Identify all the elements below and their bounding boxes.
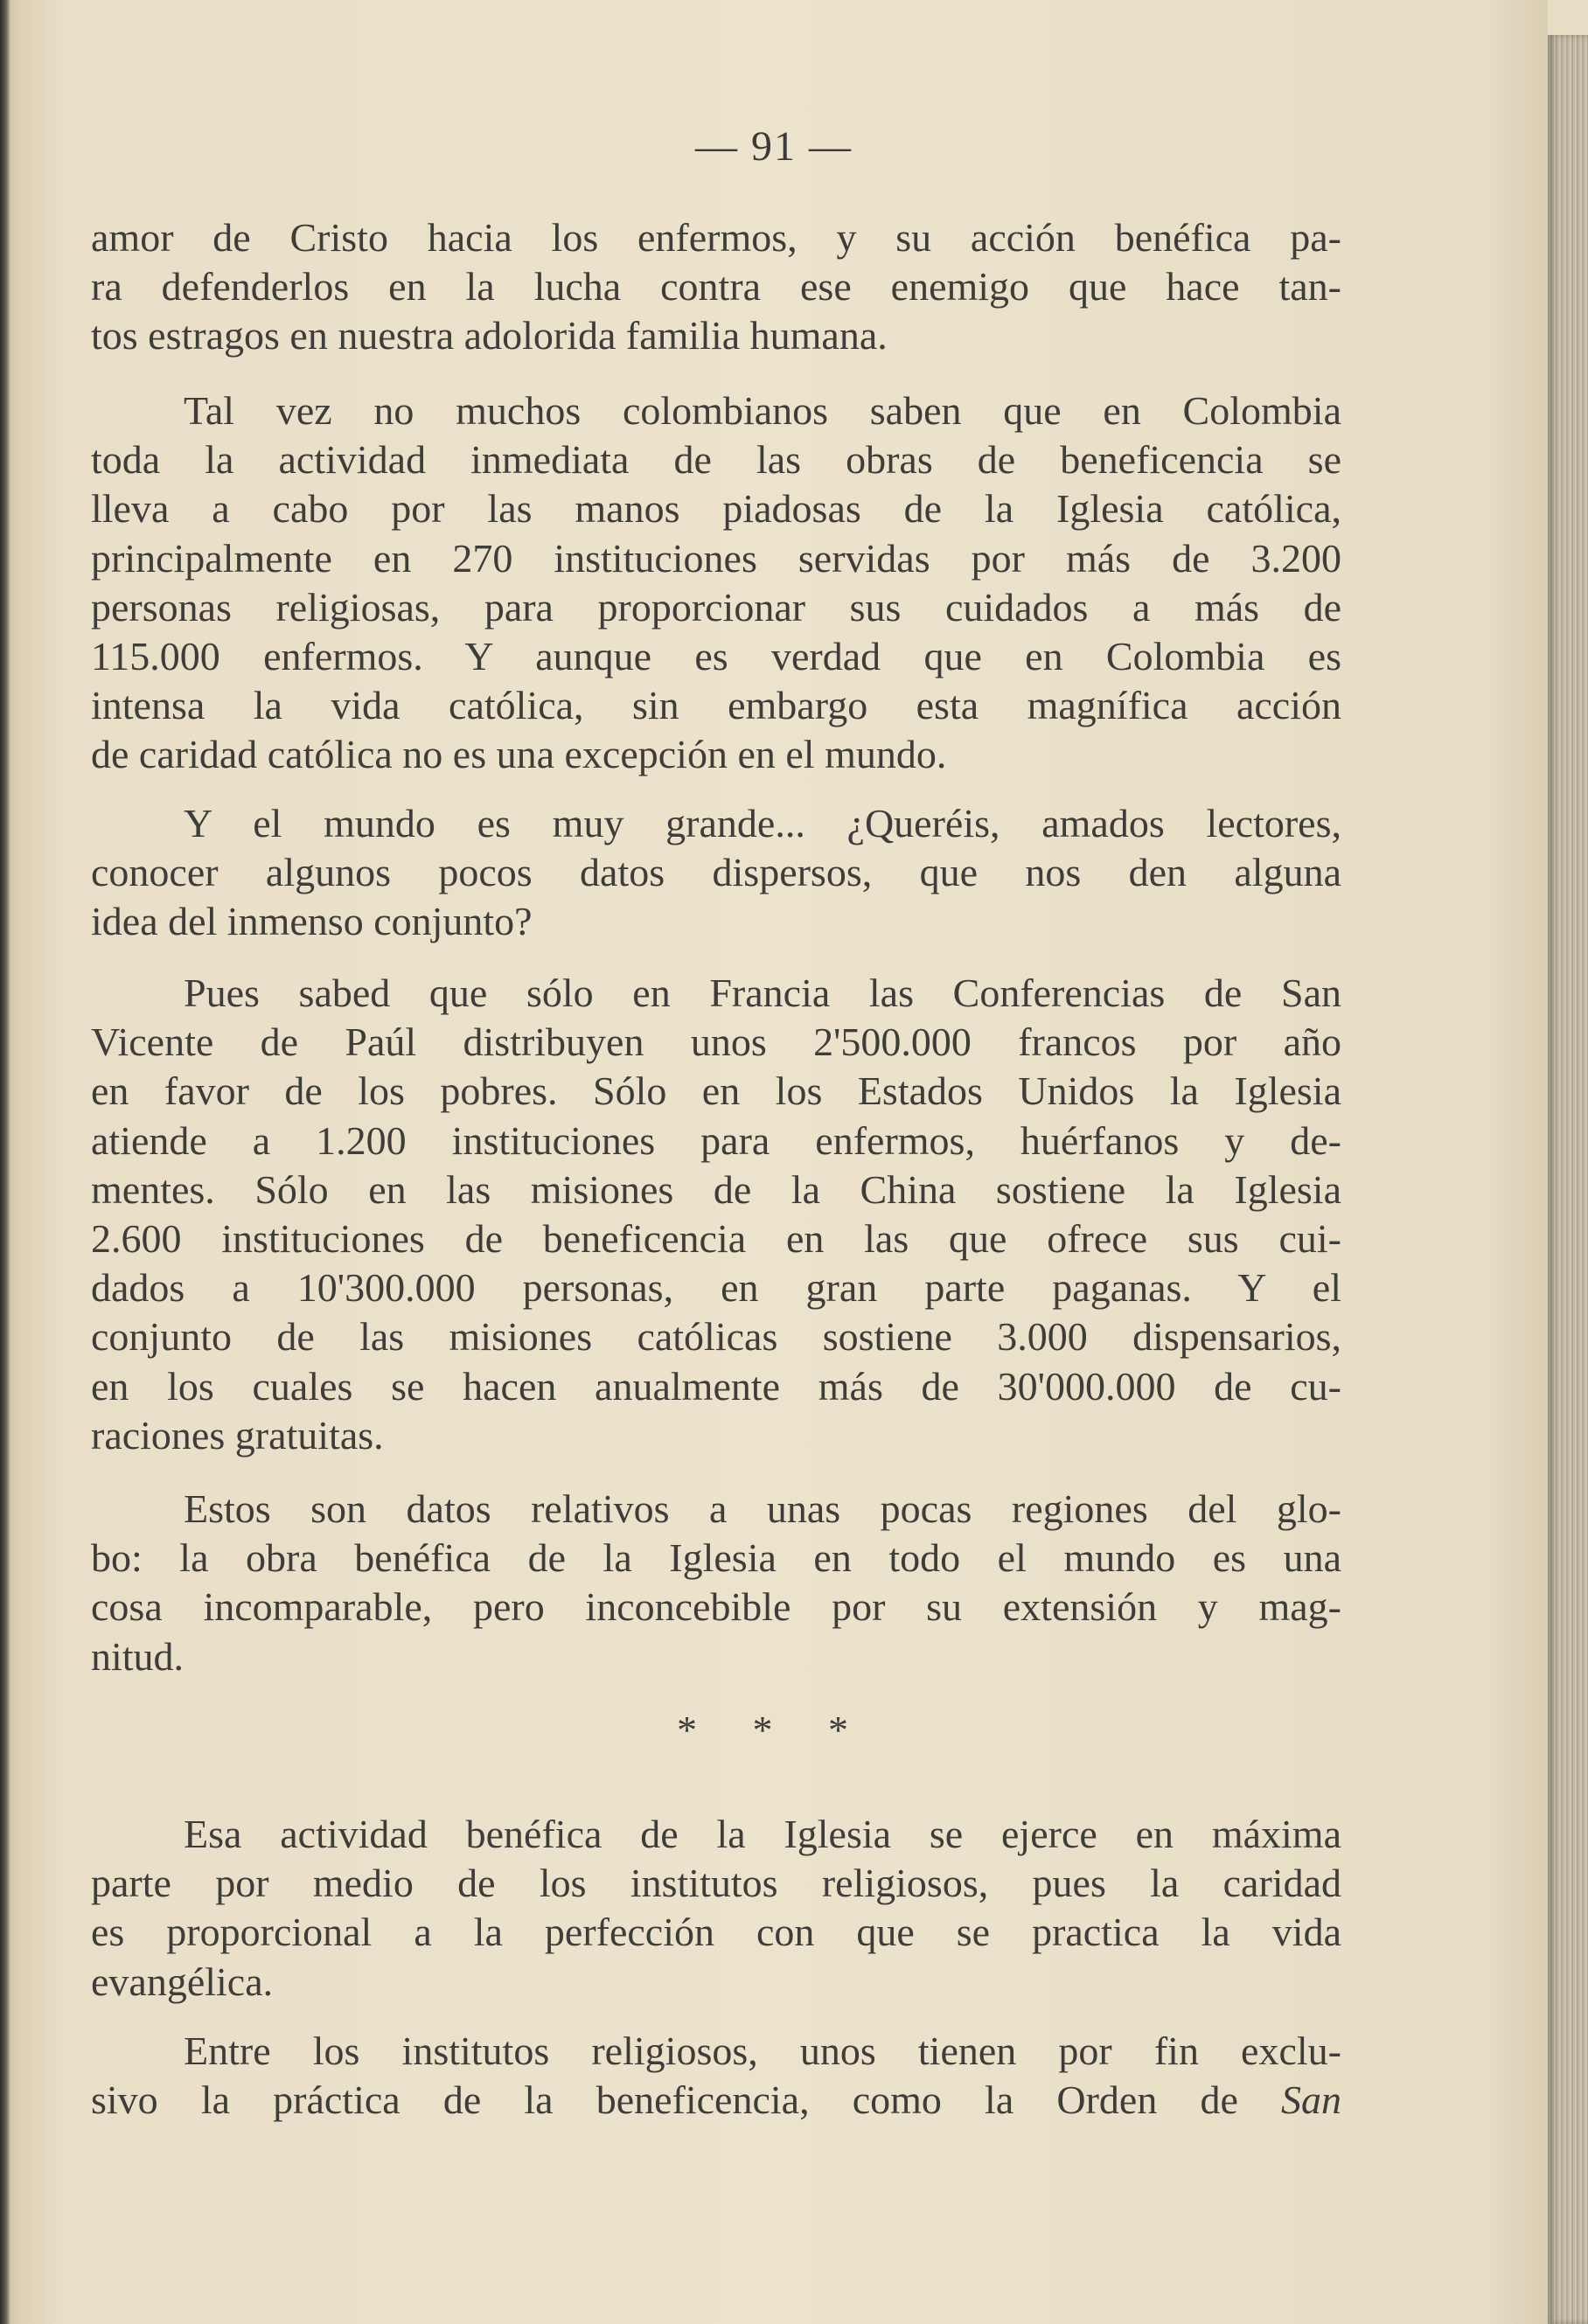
text-line: Estos son datos relativos a unas pocas regiones del glo-	[184, 1486, 1341, 1531]
text-line: Entre los institutos religiosos, unos tienen por fin exclu-	[184, 2028, 1341, 2073]
section-separator: * * *	[677, 1708, 871, 1752]
page-number: — 91 —	[695, 123, 853, 170]
text-line: 2.600 instituciones de beneficencia en las que ofrece sus cui-	[91, 1216, 1341, 1262]
text-line: mentes. Sólo en las misiones de la China sostiene la Iglesia	[91, 1166, 1341, 1212]
text-span: sivo la práctica de la beneficencia, como la Orden de	[91, 2077, 1281, 2123]
text-line: parte por medio de los institutos religiosos, pues la caridad	[91, 1861, 1341, 1906]
text-line: raciones gratuitas.	[91, 1412, 384, 1458]
paragraph	[91, 213, 1341, 361]
text-line: de caridad católica no es una excepción en el mundo.	[91, 732, 947, 777]
text-line: idea del inmenso conjunto?	[91, 899, 533, 944]
text-line: Vicente de Paúl distribuyen unos 2'500.000 francos por año	[91, 1019, 1341, 1065]
text-line: en los cuales se hacen anualmente más de 30'000.000 de cu-	[91, 1363, 1341, 1409]
text-line: conjunto de las misiones católicas sostiene 3.000 dispensarios,	[91, 1314, 1341, 1360]
text-line	[91, 2076, 1341, 2125]
paragraph	[91, 386, 1341, 780]
text-line: dados a 10'300.000 personas, en gran parte paganas. Y el	[91, 1265, 1341, 1311]
text-line: tos estragos en nuestra adolorida familia humana.	[91, 313, 888, 358]
text-line: ra defenderlos en la lucha contra ese enemigo que hace tan-	[91, 264, 1341, 310]
paragraph	[91, 1485, 1341, 1681]
text-line: intensa la vida católica, sin embargo esta magnífica acción	[91, 683, 1341, 728]
text-line: lleva a cabo por las manos piadosas de la Iglesia católica,	[91, 486, 1341, 532]
paragraph	[91, 1810, 1341, 2007]
text-line: 115.000 enfermos. Y aunque es verdad que en Colombia es	[91, 634, 1341, 679]
italic-word: San	[1281, 2077, 1341, 2123]
text-line: nitud.	[91, 1633, 185, 1679]
text-line: bo: la obra benéfica de la Iglesia en todo el mundo es una	[91, 1535, 1341, 1581]
text-line: atiende a 1.200 instituciones para enfermos, huérfanos y de-	[91, 1117, 1341, 1163]
text-line: principalmente en 270 instituciones servidas por más de 3.200	[91, 535, 1341, 581]
text-line: Esa actividad benéfica de la Iglesia se ejerce en máxima	[184, 1812, 1341, 1856]
text-line: amor de Cristo hacia los enfermos, y su acción benéfica pa-	[91, 215, 1341, 260]
paragraph	[91, 969, 1341, 1460]
text-line: es proporcional a la perfección con que se practica la vida	[91, 1910, 1341, 1955]
text-line: Tal vez no muchos colombianos saben que en Colombia	[184, 388, 1341, 433]
paragraph	[91, 799, 1341, 947]
text-line: toda la actividad inmediata de las obras de beneficencia se	[91, 437, 1341, 483]
page-edges	[1548, 35, 1588, 2324]
text-line: Pues sabed que sólo en Francia las Conferencias de San	[184, 971, 1341, 1015]
text-line: personas religiosas, para proporcionar sus cuidados a más de	[91, 584, 1341, 630]
text-line: cosa incomparable, pero inconcebible por su extensión y mag-	[91, 1584, 1341, 1630]
paragraph	[91, 2027, 1341, 2125]
text-line: Y el mundo es muy grande... ¿Queréis, amados lectores,	[184, 801, 1341, 845]
text-line: en favor de los pobres. Sólo en los Estados Unidos la Iglesia	[91, 1068, 1341, 1114]
text-line: evangélica.	[91, 1959, 274, 2004]
text-line: conocer algunos pocos datos dispersos, que nos den alguna	[91, 850, 1341, 895]
